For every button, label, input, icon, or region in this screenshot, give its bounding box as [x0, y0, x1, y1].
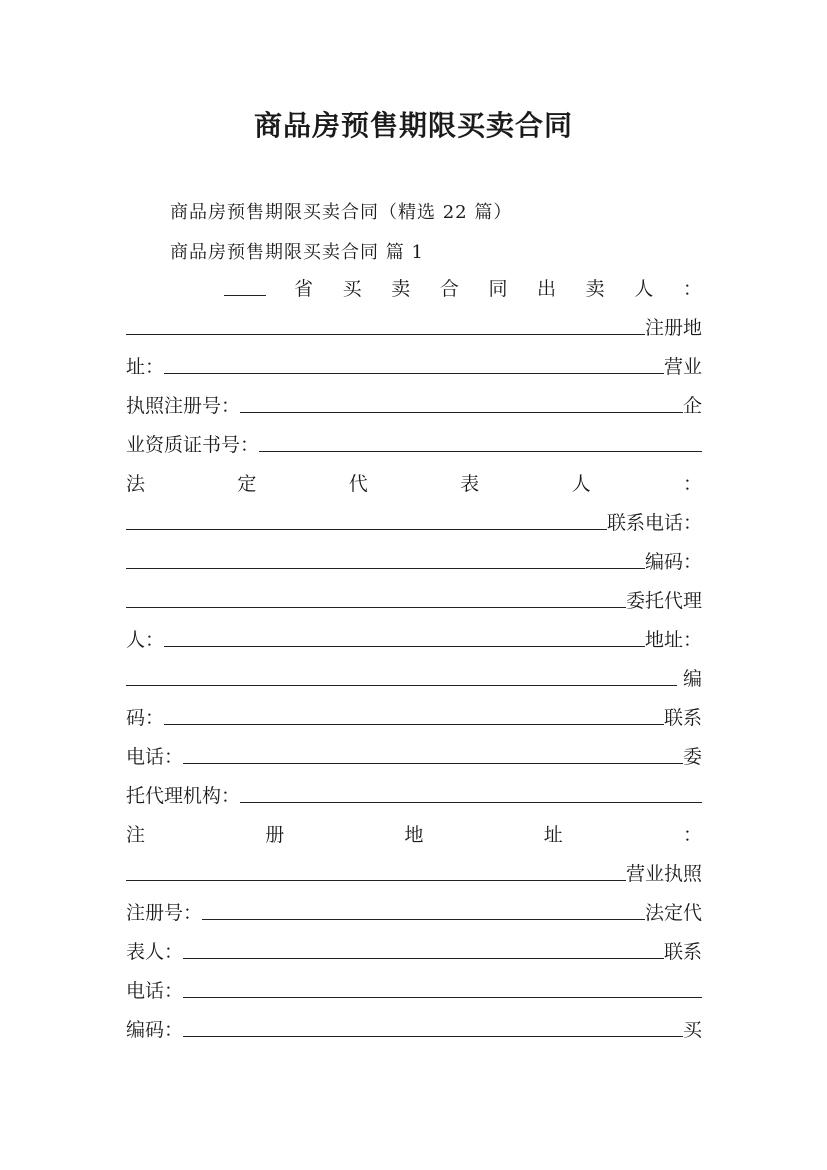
agency-reg-address-line: 注 册 地 址 ： [126, 824, 702, 846]
code-line: 编 [126, 664, 702, 690]
agency-address-blank[interactable] [126, 880, 626, 881]
postcode-line: 编码： [126, 547, 702, 573]
license-line: 执照注册号： 企 [126, 395, 702, 417]
agency-contact-line: 表人： 联系 [126, 941, 702, 963]
phone-line: 联系电话： [126, 508, 702, 534]
agency-blank[interactable] [240, 802, 702, 803]
postcode-blank[interactable] [126, 607, 626, 608]
agency-phone-line: 电话： [126, 976, 702, 1002]
address-line: 人： 地址： [126, 629, 702, 651]
contact-blank[interactable] [183, 763, 683, 764]
business-line: 址： 营业 [126, 356, 702, 378]
document-title: 商品房预售期限买卖合同 [253, 109, 573, 142]
agent-blank[interactable] [164, 646, 645, 647]
agency-code-line: 编码： 买 [126, 1019, 702, 1041]
qualification-blank[interactable] [259, 451, 702, 452]
agency-legal-line: 注册号： 法定代 [126, 902, 702, 924]
seller-blank[interactable] [126, 334, 645, 335]
seller-line: 省 买 卖 合 同 出 卖 人 ： [126, 274, 702, 300]
phone-blank[interactable] [126, 568, 645, 569]
document-subtitle: 商品房预售期限买卖合同（精选 22 篇） [170, 202, 513, 223]
agency-license-line: 营业执照 [126, 859, 702, 885]
contact-line: 码： 联系 [126, 707, 702, 729]
legal-rep-line: 法 定 代 表 人 ： [126, 473, 702, 495]
commission-line: 电话： 委 [126, 746, 702, 768]
agency-legal-blank[interactable] [183, 958, 664, 959]
agency-phone-blank[interactable] [183, 997, 702, 998]
agent-line: 委托代理 [126, 586, 702, 612]
agency-code-blank[interactable] [183, 1036, 683, 1037]
qualification-line: 业资质证书号： [126, 430, 702, 456]
address-blank[interactable] [126, 685, 677, 686]
agency-license-blank[interactable] [202, 919, 645, 920]
reg-address-blank[interactable] [164, 373, 664, 374]
reg-address-line: 注册地 [126, 313, 702, 339]
province-blank[interactable] [224, 295, 266, 296]
legal-rep-blank[interactable] [126, 529, 607, 530]
section-heading: 商品房预售期限买卖合同 篇 1 [170, 242, 424, 263]
code-blank[interactable] [164, 724, 664, 725]
license-blank[interactable] [240, 412, 683, 413]
agency-line: 托代理机构： [126, 781, 702, 807]
